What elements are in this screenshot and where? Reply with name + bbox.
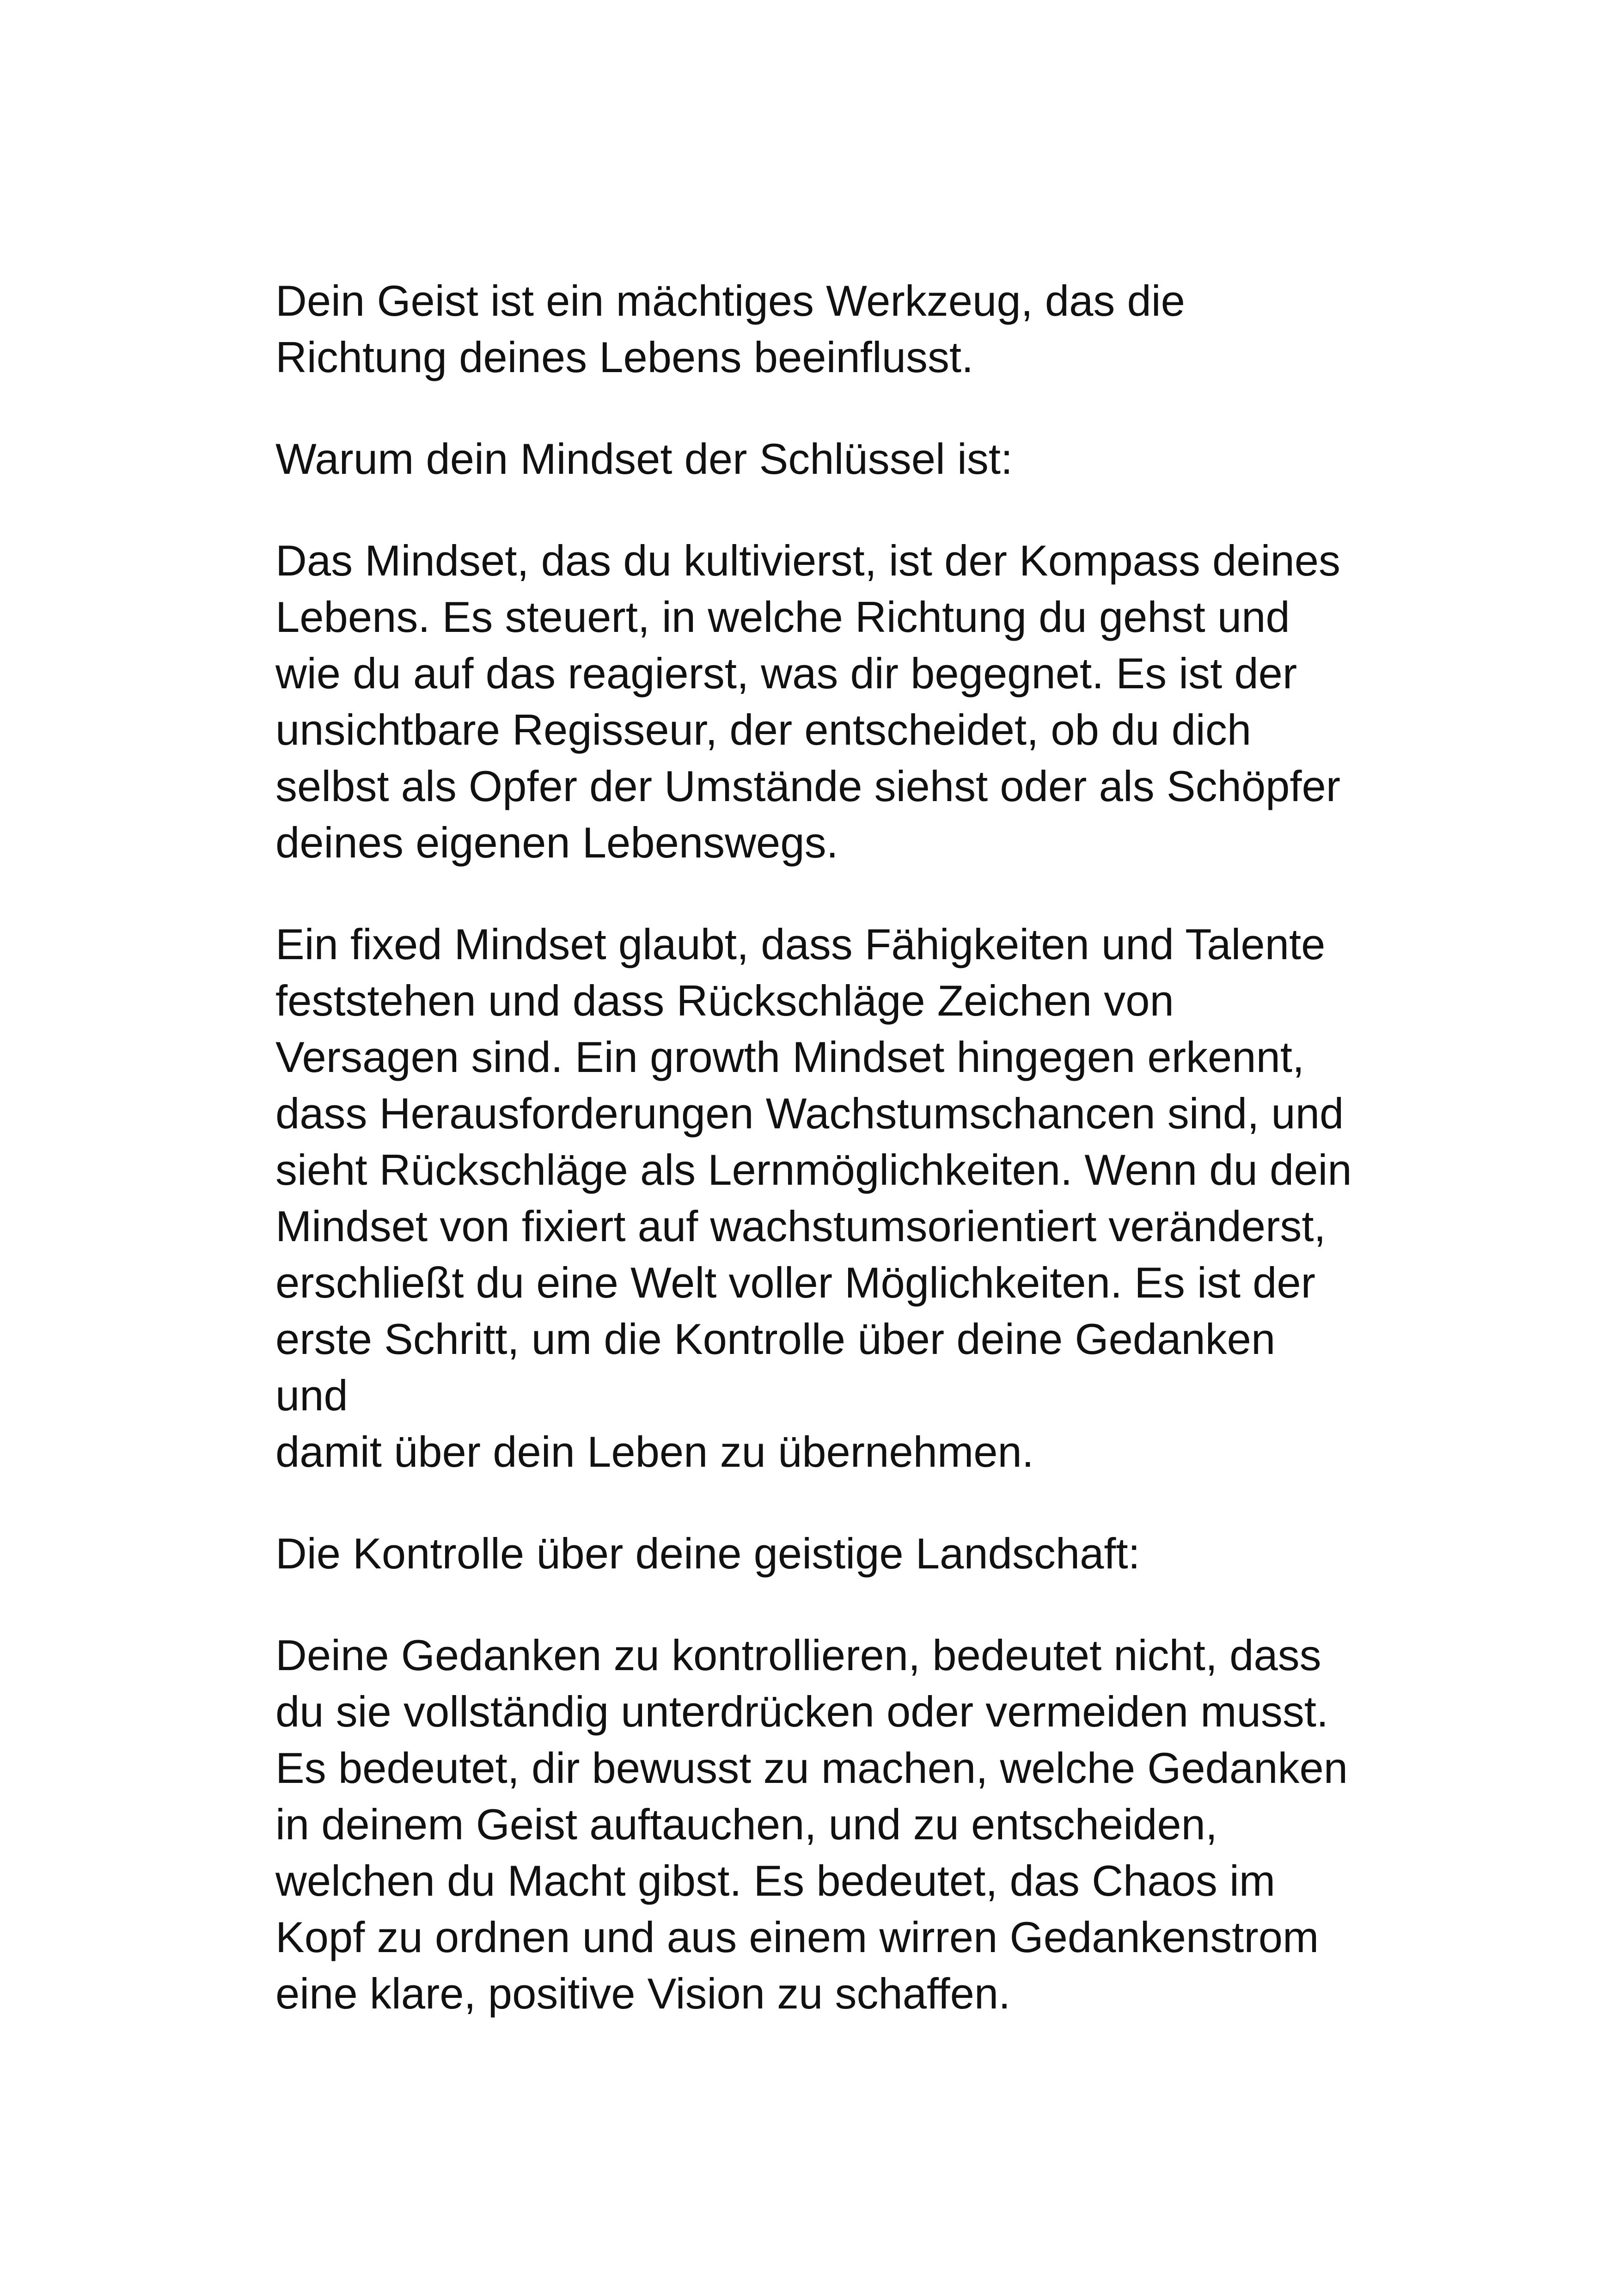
intro-paragraph: Dein Geist ist ein mächtiges Werkzeug, das die Richtung deines Lebens beeinflusst. xyxy=(275,276,1185,381)
paragraph-control-thoughts: Deine Gedanken zu kontrollieren, bedeutet nicht, dass du sie vollständig unterdrücken oder vermeiden musst. Es bedeutet, dir bewusst zu machen, welche Gedanken in deinem Geist auftauchen, und zu entscheiden, welchen du Macht gibst. Es bedeutet, das Chaos im Kopf zu ordnen und aus einem wirren Gedankenstrom eine klare, positive Vision zu schaffen. xyxy=(275,1631,1348,2018)
document-body xyxy=(275,273,1352,2067)
paragraph-mindset-compass: Das Mindset, das du kultivierst, ist der Kompass deines Lebens. Es steuert, in welche Richtung du gehst und wie du auf das reagierst, was dir begegnet. Es ist der unsichtbare Regisseur, der entscheidet, ob du dich selbst als Opfer der Umstände siehst oder als Schöpfer deines eigenen Lebenswegs. xyxy=(275,536,1341,867)
section-heading-control: Die Kontrolle über deine geistige Landschaft: xyxy=(275,1529,1140,1578)
section-heading-mindset: Warum dein Mindset der Schlüssel ist: xyxy=(275,435,1013,483)
paragraph-fixed-growth-mindset: Ein fixed Mindset glaubt, dass Fähigkeiten und Talente feststehen und dass Rückschläge Zeichen von Versagen sind. Ein growth Mindset hingegen erkennt, dass Herausforderungen Wachstumschancen sind, und sieht Rückschläge als Lernmöglichkeiten. Wenn du dein Mindset von fixiert auf wachstumsorientiert veränderst, erschließt du eine Welt voller Möglichkeiten. Es ist der erste Schritt, um die Kontrolle über deine Gedanken und damit über dein Leben zu übernehmen. xyxy=(275,920,1352,1476)
